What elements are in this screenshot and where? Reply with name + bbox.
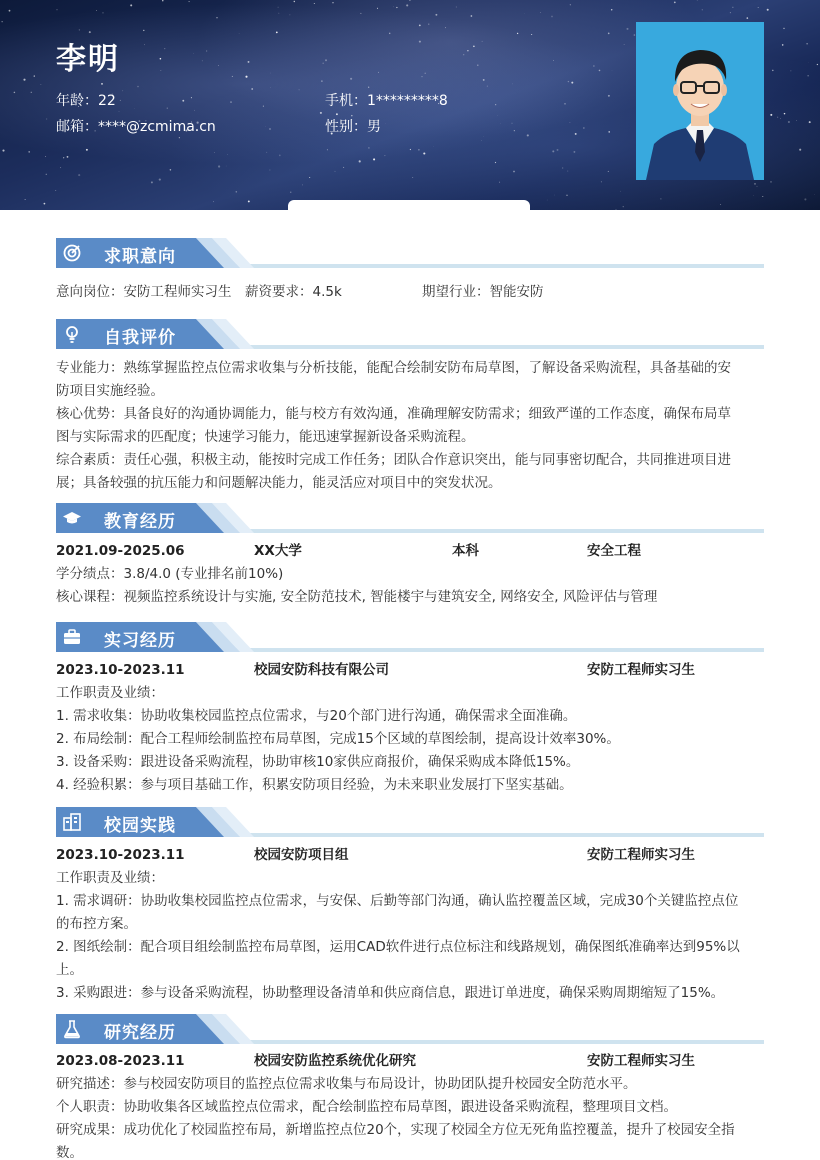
star (101, 83, 103, 85)
text-line: 的布控方案。 (56, 916, 137, 932)
internship-date: 2023.10-2023.11 (56, 662, 185, 678)
education-date: 2021.09-2025.06 (56, 543, 185, 559)
text-line: 核心优势：具备良好的沟通协调能力，能与校方有效沟通，准确理解安防需求；细致严谨的工作态度，确保布局草 (56, 406, 731, 422)
star (517, 33, 518, 34)
star (368, 147, 370, 149)
star (248, 61, 250, 63)
star (406, 4, 408, 6)
star (623, 206, 624, 207)
star (214, 153, 215, 154)
flask-icon (62, 1019, 82, 1039)
self-evaluation-text (56, 357, 764, 495)
star (216, 17, 217, 18)
star (389, 33, 390, 34)
star (263, 106, 264, 107)
star (321, 80, 322, 81)
star (278, 7, 279, 8)
star (784, 113, 786, 115)
star (409, 0, 411, 1)
star (608, 33, 610, 35)
star (384, 155, 385, 156)
star (620, 191, 621, 192)
star (2, 21, 3, 22)
section-title: 校园实践 (104, 816, 176, 836)
star (428, 24, 429, 25)
profile-photo (636, 22, 764, 180)
star (660, 198, 661, 199)
star (206, 50, 207, 51)
star (299, 89, 300, 90)
campus-role: 安防工程师实习生 (587, 847, 695, 863)
star (512, 84, 513, 85)
star (89, 31, 91, 33)
star (473, 46, 475, 48)
star (248, 200, 250, 202)
star (194, 110, 195, 111)
education-courses: 核心课程：视频监控系统设计与实施, 安全防范技术, 智能楼宇与建筑安全, 网络安全, 风险评估与管理 (56, 589, 658, 605)
star (483, 79, 485, 81)
star (270, 87, 271, 88)
star (182, 100, 184, 102)
star (309, 177, 310, 178)
gender-field: 性别：男 (325, 119, 381, 135)
text-line: 数。 (56, 1145, 83, 1160)
star (412, 177, 413, 178)
star (14, 92, 16, 94)
star (144, 44, 145, 45)
star (279, 155, 281, 157)
star (770, 114, 772, 116)
internship-company: 校园安防科技有限公司 (254, 662, 389, 678)
star (783, 28, 784, 29)
intent-industry: 期望行业：智能安防 (422, 284, 544, 300)
star (377, 8, 378, 9)
text-line: 研究描述：参与校园安防项目的监控点位需求收集与布局设计，协助团队提升校园安全防范水平。 (56, 1076, 637, 1092)
star (762, 196, 763, 197)
star (767, 9, 769, 11)
star (674, 2, 676, 4)
star (477, 65, 478, 66)
section-header-research (56, 1014, 764, 1046)
avatar-illustration (636, 22, 764, 180)
star (9, 10, 11, 12)
star (23, 79, 25, 81)
star (78, 174, 80, 176)
education-degree: 本科 (452, 543, 479, 559)
star (314, 3, 315, 4)
star (119, 111, 120, 112)
star (435, 14, 437, 16)
star (360, 13, 361, 14)
star (732, 7, 733, 8)
star (327, 149, 328, 150)
star (423, 152, 425, 154)
age-field: 年龄：22 (56, 93, 116, 109)
star (393, 6, 394, 7)
campus-entry (56, 844, 764, 867)
research-date: 2023.08-2023.11 (56, 1053, 185, 1069)
star (487, 86, 488, 87)
education-gpa: 学分绩点：3.8/4.0 (专业排名前10%) (56, 566, 284, 582)
text-line: 图与实际需求的匹配度；快速学习能力，能迅速掌握新设备采购流程。 (56, 429, 475, 445)
intent-salary: 薪资要求：4.5k (245, 284, 342, 300)
internship-role: 安防工程师实习生 (587, 662, 695, 678)
lightbulb-icon (62, 324, 82, 344)
star (552, 150, 554, 152)
star (624, 44, 625, 45)
star (245, 76, 247, 78)
star (57, 9, 58, 10)
text-line: 2. 布局绘制：配合工程师绘制监控布局草图，完成15个区域的草图绘制，提高设计效率30%。 (56, 731, 620, 747)
star (557, 149, 559, 151)
star (569, 122, 570, 123)
star (213, 201, 214, 202)
star (418, 149, 420, 151)
star (608, 131, 610, 133)
star (218, 65, 219, 66)
star (130, 4, 132, 6)
star (754, 183, 756, 185)
star (161, 70, 162, 71)
star (159, 179, 161, 181)
star (179, 137, 180, 138)
campus-details (56, 867, 764, 1005)
education-major: 安全工程 (587, 543, 641, 559)
star (799, 149, 801, 151)
star (189, 1, 190, 2)
star (55, 190, 56, 191)
research-entry (56, 1050, 764, 1073)
section-header-self (56, 319, 764, 351)
star (322, 62, 324, 64)
star (730, 12, 731, 13)
text-line: 3. 设备采购：跟进设备采购流程，协助审核10家供应商报价，确保采购成本降低15%。 (56, 754, 580, 770)
star (230, 102, 231, 103)
star (103, 12, 104, 13)
star (514, 130, 515, 131)
text-line: 专业能力：熟练掌握监控点位需求收集与分析技能，能配合绘制安防布局草图，了解设备采购流程，具备基础的安 (56, 360, 731, 376)
briefcase-icon (62, 627, 82, 647)
star (122, 90, 123, 91)
star (809, 121, 811, 123)
star (611, 9, 612, 10)
star (564, 103, 566, 105)
star (31, 92, 32, 93)
star (796, 120, 797, 121)
star (497, 115, 498, 116)
star (608, 95, 610, 97)
star (758, 7, 759, 8)
star (276, 32, 278, 34)
star (570, 4, 571, 5)
star (60, 167, 61, 168)
star (568, 81, 569, 82)
header-notch (288, 200, 530, 210)
building-icon (62, 812, 82, 832)
star (512, 123, 513, 124)
star (433, 147, 434, 148)
star (806, 43, 807, 44)
star (788, 121, 790, 123)
text-line: 2. 图纸绘制：配合项目组绘制监控布局草图，运用CAD软件进行点位标注和线路规划，确保图纸准确率达到95%以 (56, 939, 740, 955)
education-school: XX大学 (254, 543, 302, 559)
star (167, 108, 168, 109)
star (45, 156, 46, 157)
star (46, 174, 47, 175)
section-title: 研究经历 (104, 1023, 176, 1043)
star (191, 97, 192, 98)
star (96, 10, 97, 11)
star (531, 34, 532, 35)
section-header-education (56, 503, 764, 535)
star (236, 191, 238, 193)
star (239, 33, 240, 34)
star (79, 29, 80, 30)
star (373, 158, 375, 160)
star (419, 41, 421, 43)
star (499, 182, 500, 183)
star (151, 181, 153, 183)
candidate-name: 李明 (56, 42, 120, 77)
star (634, 34, 636, 36)
internship-details (56, 682, 764, 797)
star (804, 198, 806, 200)
star (278, 13, 279, 14)
star (227, 154, 228, 155)
text-line: 个人职责：协助收集各区域监控点位需求，配合绘制监控布局草图，跟进设备采购流程，整理项目文档。 (56, 1099, 677, 1115)
section-title: 实习经历 (104, 631, 176, 651)
text-line: 1. 需求调研：协助收集校园监控点位需求，与安保、后勤等部门沟通，确认监控覆盖区域，完成30个关键监控点位 (56, 893, 739, 909)
section-header-campus (56, 807, 764, 839)
star (456, 7, 457, 8)
star (410, 149, 411, 150)
star (553, 60, 554, 61)
research-role: 安防工程师实习生 (587, 1053, 695, 1069)
campus-date: 2023.10-2023.11 (56, 847, 185, 863)
star (86, 149, 88, 151)
star (770, 181, 772, 183)
section-header-intent (56, 238, 764, 270)
internship-entry (56, 659, 764, 682)
star (551, 16, 553, 18)
star (571, 82, 573, 84)
email-field: 邮箱：****@zcmima.cn (56, 119, 216, 135)
star (67, 156, 69, 158)
star (290, 192, 291, 193)
graduation-cap-icon (62, 508, 82, 528)
star (143, 30, 144, 31)
education-entry (56, 540, 764, 563)
text-line: 上。 (56, 962, 83, 978)
star (350, 78, 352, 80)
text-line: 工作职责及业绩： (56, 870, 164, 886)
star (120, 100, 121, 101)
star (573, 151, 575, 153)
star (164, 48, 165, 49)
star (378, 72, 379, 73)
star (419, 25, 421, 27)
star (343, 167, 344, 168)
star (608, 171, 609, 172)
text-line: 防项目实施经验。 (56, 383, 164, 399)
star (325, 59, 327, 61)
star (495, 104, 496, 105)
star (294, 1, 295, 2)
star (335, 171, 336, 172)
star (554, 195, 555, 196)
star (368, 87, 369, 88)
star (747, 17, 749, 19)
star (540, 12, 541, 13)
star (46, 119, 47, 120)
star (218, 165, 220, 167)
star (626, 28, 628, 30)
star (137, 86, 139, 88)
section-title: 求职意向 (104, 247, 176, 267)
star (269, 128, 271, 130)
star (160, 58, 162, 60)
header-banner (0, 0, 820, 210)
section-header-internship (56, 622, 764, 654)
star (232, 76, 233, 77)
star (467, 50, 468, 51)
star (527, 134, 529, 136)
star (302, 185, 303, 186)
target-icon (62, 243, 82, 263)
star (562, 168, 563, 169)
star (780, 118, 781, 119)
star (425, 73, 426, 74)
star (2, 150, 4, 152)
star (28, 151, 30, 153)
star (445, 27, 446, 28)
star (593, 65, 594, 66)
star (791, 71, 792, 72)
star (266, 152, 267, 153)
star (772, 70, 774, 72)
star (481, 140, 482, 141)
education-details (56, 563, 764, 609)
star (599, 70, 601, 72)
text-line: 4. 经验积累：参与项目基础工作，积累安防项目经验，为未来职业发展打下坚实基础。 (56, 777, 573, 793)
star (332, 2, 333, 3)
star (336, 113, 338, 115)
star (269, 170, 270, 171)
section-title: 自我评价 (104, 328, 176, 348)
text-line: 3. 采购跟进：参与设备采购流程，协助整理设备清单和供应商信息，跟进订单进度，确保采购周期缩短了15%。 (56, 985, 725, 1001)
star (782, 44, 784, 46)
star (471, 15, 473, 17)
section-title: 教育经历 (104, 512, 176, 532)
star (41, 84, 42, 85)
star (697, 0, 698, 1)
star (495, 162, 496, 163)
campus-org: 校园安防项目组 (254, 847, 349, 863)
star (25, 199, 26, 200)
intent-position: 意向岗位：安防工程师实习生 (56, 284, 232, 300)
star (396, 7, 397, 8)
text-line: 研究成果：成功优化了校园监控布局，新增监控点位20个，实现了校园全方位无死角监控覆盖，提升了校园安全指 (56, 1122, 735, 1138)
star (482, 41, 483, 42)
star (290, 15, 291, 16)
star (463, 54, 464, 55)
star (756, 186, 757, 187)
star (34, 75, 35, 76)
star (566, 195, 567, 196)
text-line: 综合素质：责任心强，积极主动，能按时完成工作任务；团队合作意识突出，能与同事密切配合，共同推进项目进 (56, 452, 731, 468)
star (513, 171, 515, 173)
star (170, 169, 172, 171)
phone-field: 手机：1*********8 (325, 93, 448, 109)
star (615, 209, 616, 210)
intent-row (56, 281, 764, 304)
star (720, 204, 721, 205)
star (583, 128, 584, 129)
text-line: 1. 需求收集：协助收集校园监控点位需求，与20个部门进行沟通，确保需求全面准确。 (56, 708, 577, 724)
star (567, 171, 568, 172)
star (601, 182, 602, 183)
star (202, 60, 203, 61)
star (63, 157, 64, 158)
star (817, 64, 818, 65)
star (575, 133, 577, 135)
star (421, 76, 422, 77)
star (808, 75, 809, 76)
star (270, 73, 271, 74)
star (44, 203, 46, 205)
star (251, 88, 253, 90)
star (359, 160, 361, 162)
text-line: 展；具备较强的抗压能力和问题解决能力，能灵活应对项目中的突发状况。 (56, 475, 502, 491)
star (777, 117, 778, 118)
star (702, 9, 703, 10)
research-details (56, 1073, 764, 1160)
text-line: 工作职责及业绩： (56, 685, 164, 701)
research-project: 校园安防监控系统优化研究 (254, 1053, 416, 1069)
star (320, 112, 322, 114)
star (162, 0, 163, 1)
